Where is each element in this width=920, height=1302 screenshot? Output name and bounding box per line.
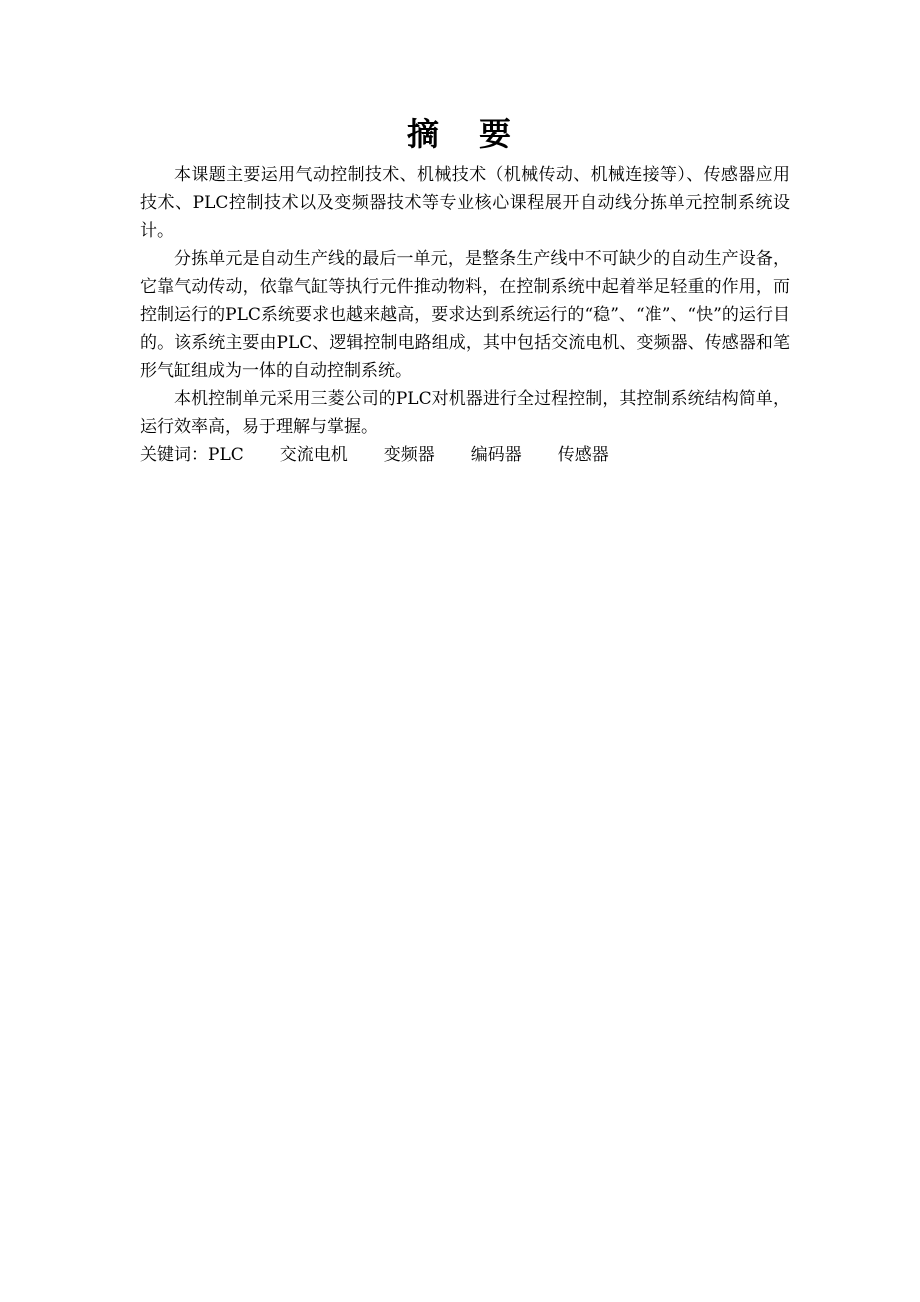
abstract-title-char-1: 摘 <box>406 115 441 153</box>
abstract-paragraph-2: 分拣单元是自动生产线的最后一单元，是整条生产线中不可缺少的自动生产设备，它靠气动传动，依靠气缸等执行元件推动物料，在控制系统中起着举足轻重的作用，而控制运行的PLC系统要求也越来越高，要求达到系统运行的“稳”、“准”、“快”的运行目的。该系统主要由PLC、逻辑控制电路组成，其中包括交流电机、变频器、传感器和笔形气缸组成为一体的自动控制系统。 <box>140 249 790 381</box>
keyword-item: 传感器 <box>557 445 609 465</box>
abstract-paragraph-1: 本课题主要运用气动控制技术、机械技术（机械传动、机械连接等）、传感器应用技术、PLC控制技术以及变频器技术等专业核心课程展开自动线分拣单元控制系统设计。 <box>140 165 790 241</box>
keyword-item: 交流电机 <box>279 445 348 465</box>
abstract-paragraph-3: 本机控制单元采用三菱公司的PLC对机器进行全过程控制，其控制系统结构简单，运行效率高，易于理解与掌握。 <box>140 389 790 437</box>
abstract-body <box>140 161 790 469</box>
abstract-title <box>0 112 920 156</box>
keywords-label: 关键词： <box>140 445 208 465</box>
keyword-item: PLC <box>208 445 244 465</box>
keyword-item: 编码器 <box>470 445 522 465</box>
keywords-line <box>140 441 790 469</box>
keyword-item: 变频器 <box>383 445 435 465</box>
abstract-title-char-2: 要 <box>479 115 514 153</box>
